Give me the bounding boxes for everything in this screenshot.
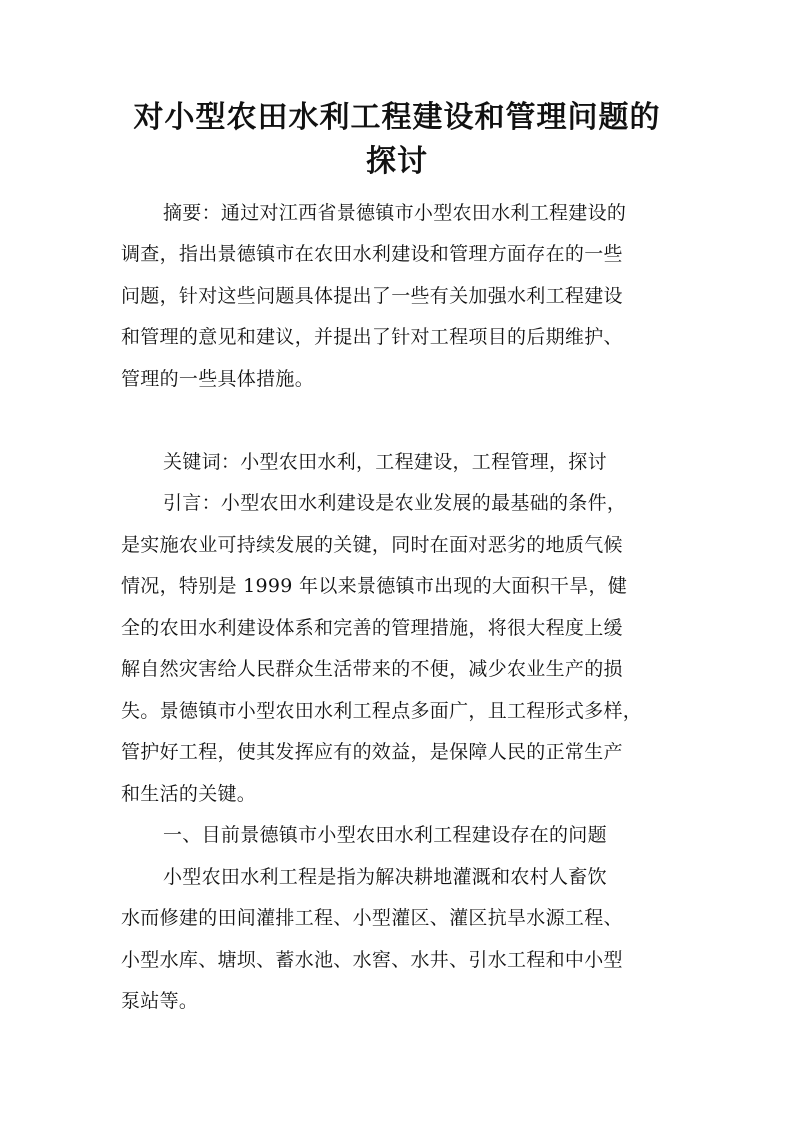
abstract-line: 摘要：通过对江西省景德镇市小型农田水利工程建设的 [163, 202, 627, 224]
intro-line: 是实施农业可持续发展的关键，同时在面对恶劣的地质气候 [121, 534, 623, 556]
intro-line: 情况，特别是 1999 年以来景德镇市出现的大面积干旱，健 [121, 575, 628, 597]
intro-line: 引言：小型农田水利建设是农业发展的最基础的条件， [163, 492, 627, 514]
abstract-line: 调查，指出景德镇市在农田水利建设和管理方面存在的一些 [121, 243, 623, 265]
intro-line: 和生活的关键。 [121, 783, 257, 805]
abstract-line: 管理的一些具体措施。 [121, 368, 315, 390]
abstract-line: 问题，针对这些问题具体提出了一些有关加强水利工程建设 [121, 285, 623, 307]
document-title-line-2: 探讨 [366, 144, 428, 179]
keywords-line: 关键词：小型农田水利，工程建设，工程管理，探讨 [163, 451, 607, 473]
section-line: 小型水库、塘坝、蓄水池、水窖、水井、引水工程和中小型 [121, 949, 623, 971]
section-heading: 一、目前景德镇市小型农田水利工程建设存在的问题 [163, 824, 607, 846]
abstract-line: 和管理的意见和建议，并提出了针对工程项目的后期维护、 [121, 326, 623, 348]
document-title-line-1: 对小型农田水利工程建设和管理问题的 [133, 100, 661, 135]
section-line: 水而修建的田间灌排工程、小型灌区、灌区抗旱水源工程、 [121, 907, 623, 929]
section-line: 泵站等。 [121, 990, 199, 1012]
intro-line: 管护好工程，使其发挥应有的效益，是保障人民的正常生产 [121, 741, 623, 763]
intro-line: 全的农田水利建设体系和完善的管理措施，将很大程度上缓 [121, 617, 623, 639]
intro-line: 失。景德镇市小型农田水利工程点多面广，且工程形式多样， [121, 700, 643, 722]
section-line: 小型农田水利工程是指为解决耕地灌溉和农村人畜饮 [163, 866, 607, 888]
intro-line: 解自然灾害给人民群众生活带来的不便，减少农业生产的损 [121, 658, 623, 680]
